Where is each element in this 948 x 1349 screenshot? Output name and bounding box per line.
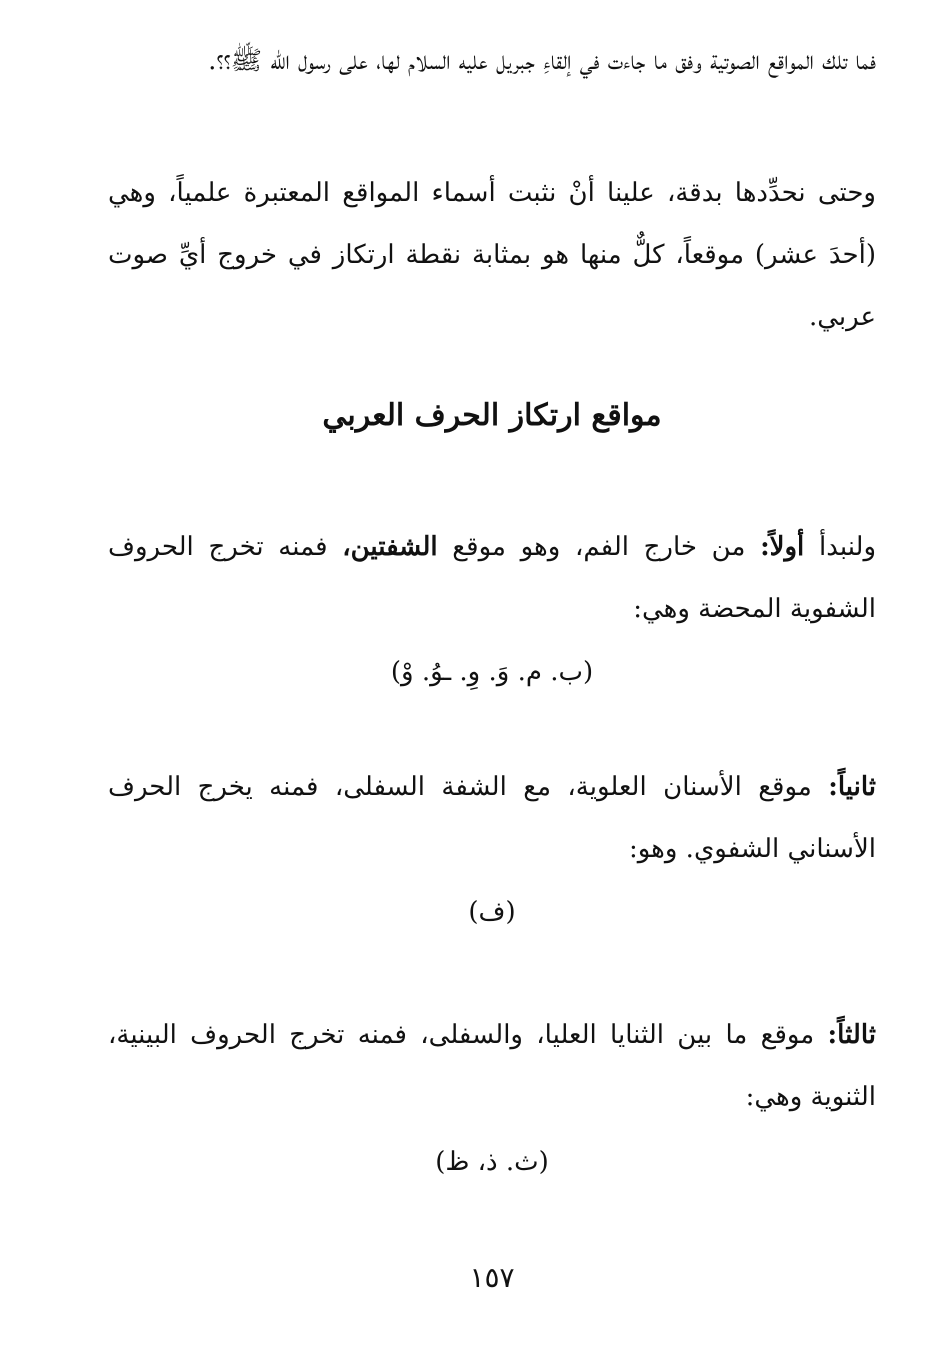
second-text: موقع الأسنان العلوية، مع الشفة السفلى، فمنه يخرج الحرف الأسناني الشفوي. وهو: <box>108 772 876 864</box>
paragraph-definition: وحتى نحدِّدها بدقة، علينا أنْ نثبت أسماء المواقع المعتبرة علمياً، وهي (أحدَ عشر) موقعاً، كلٌّ منها هو بمثابة نقطة ارتكاز في خروج أيِّ صوت عربي. <box>108 178 876 332</box>
third-ordinal: ثالثاً: <box>827 1020 876 1050</box>
paragraph-second <box>108 756 876 880</box>
third-letters: (ث. ذ، ظ) <box>435 1147 549 1177</box>
first-ordinal: أولاً: <box>760 532 805 562</box>
second-ordinal: ثانياً: <box>828 772 876 802</box>
second-letters: (ف) <box>468 897 516 927</box>
page-number: ١٥٧ <box>469 1261 515 1294</box>
section-heading: مواقع ارتكاز الحرف العربي <box>322 398 662 433</box>
third-text: موقع ما بين الثنايا العليا، والسفلى، فمنه تخرج الحروف البينية، الثنوية وهي: <box>108 1020 876 1112</box>
first-emph: الشفتين، <box>342 532 438 562</box>
paragraph-third <box>108 1004 876 1128</box>
first-text-b: فمنه تخرج الحروف الشفوية المحضة وهي: <box>108 532 876 624</box>
first-text-a: من خارج الفم، وهو موقع <box>452 532 746 562</box>
first-letters: (ب. م. وَ. وِ. ـوُ. وْ) <box>390 657 594 687</box>
paragraph-first <box>108 516 876 640</box>
paragraph-intro: فما تلك المواقع الصوتية وفق ما جاءت في إلقاءِ جبريل عليه السلام لها، على رسول الله ﷺ؟؟. <box>208 46 876 76</box>
first-lead: ولنبدأ <box>818 532 877 562</box>
